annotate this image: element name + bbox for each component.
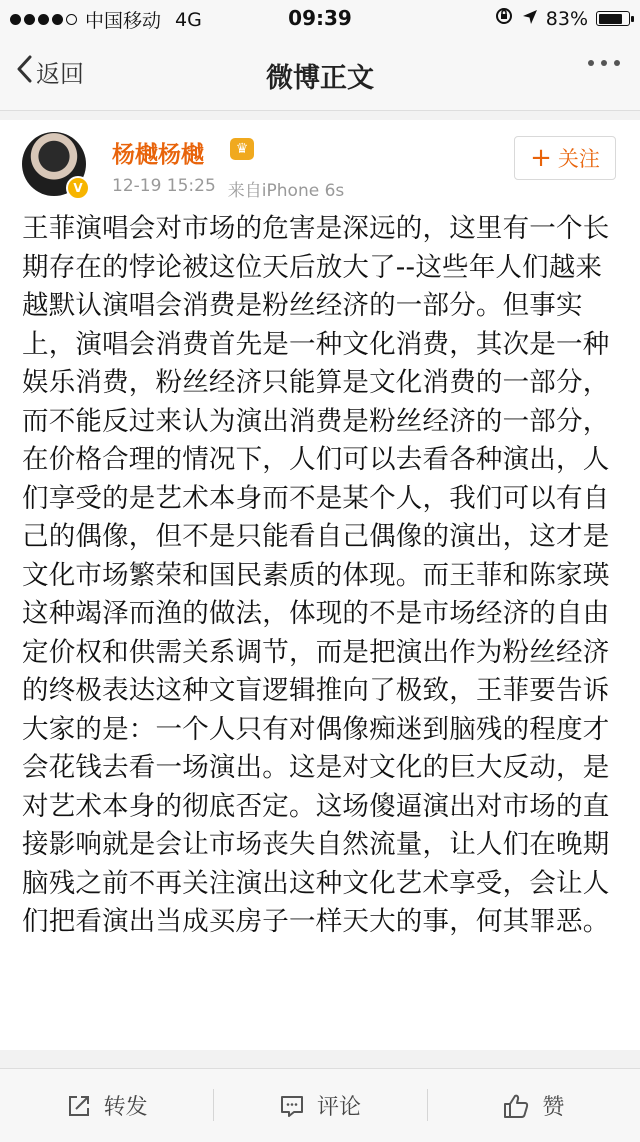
- post-card: [0, 120, 640, 1050]
- thumbs-up-icon: [502, 1093, 530, 1119]
- rotation-lock-icon: [494, 6, 514, 31]
- like-label: 赞: [542, 1095, 565, 1120]
- network-type: 4G: [175, 8, 202, 31]
- battery-icon: [596, 11, 630, 26]
- post-meta: [112, 176, 344, 201]
- repost-label: 转发: [103, 1095, 148, 1120]
- repost-icon: [66, 1093, 92, 1119]
- comment-label: 评论: [316, 1095, 361, 1120]
- follow-button[interactable]: [514, 136, 616, 180]
- post-timestamp: 12-19 15:25: [112, 176, 216, 196]
- more-dot: [601, 60, 607, 66]
- carrier-name: 中国移动: [85, 10, 162, 32]
- navigation-bar: [0, 36, 640, 111]
- member-crown-icon: ♛: [230, 138, 254, 160]
- repost-button[interactable]: [0, 1069, 213, 1142]
- like-button[interactable]: [427, 1069, 640, 1142]
- follow-label: 关注: [557, 147, 600, 171]
- more-dot: [614, 60, 620, 66]
- status-bar: [0, 0, 640, 36]
- plus-icon: +: [530, 143, 552, 173]
- post-username[interactable]: 杨樾杨樾: [112, 142, 204, 168]
- location-arrow-icon: [522, 8, 538, 30]
- post-body-text: 王菲演唱会对市场的危害是深远的，这里有一个长期存在的悖论被这位天后放大了--这些年人们越来越默认演唱会消费是粉丝经济的一部分。但事实上，演唱会消费首先是一种文化消费，其次是一种娱乐消费，粉丝经济只能算是文化消费的一部分，而不能反过来认为演出消费是粉丝经济的一部分，在价格合理的情况下，人们可以去看各种演出，人们享受的是艺术本身而不是某个人，我们可以有自己的偶像，但不是只能看自己偶像的演出，这才是文化市场繁荣和国民素质的体现。而王菲和陈家瑛这种竭泽而渔的做法，体现的不是市场经济的自由定价权和供需关系调节，而是把演出作为粉丝经济的终极表达这种文盲逻辑推向了极致，王菲要告诉大家的是：一个人只有对偶像痴迷到脑残的程度才会花钱去看一场演出。这是对文化的巨大反动，是对艺术本身的彻底否定。这场傻逼演出对市场的直接影响就是会让市场丧失自然流量，让人们在晚期脑残之前不再关注演出这种文化艺术享受，会让人们把看演出当成买房子一样天大的事，何其罪恶。: [22, 213, 610, 937]
- verified-badge-icon: V: [66, 176, 90, 200]
- post-source: 来自iPhone 6s: [227, 181, 345, 201]
- more-dot: [588, 60, 594, 66]
- battery-percent: 83%: [545, 7, 588, 30]
- comment-icon: [279, 1093, 305, 1119]
- bottom-toolbar: [0, 1068, 640, 1142]
- comment-button[interactable]: [213, 1069, 426, 1142]
- page-title: 微博正文: [266, 63, 374, 94]
- status-right: [494, 6, 630, 31]
- status-time: 09:39: [288, 6, 352, 30]
- more-options-button[interactable]: [588, 60, 620, 66]
- back-label: 返回: [36, 60, 84, 88]
